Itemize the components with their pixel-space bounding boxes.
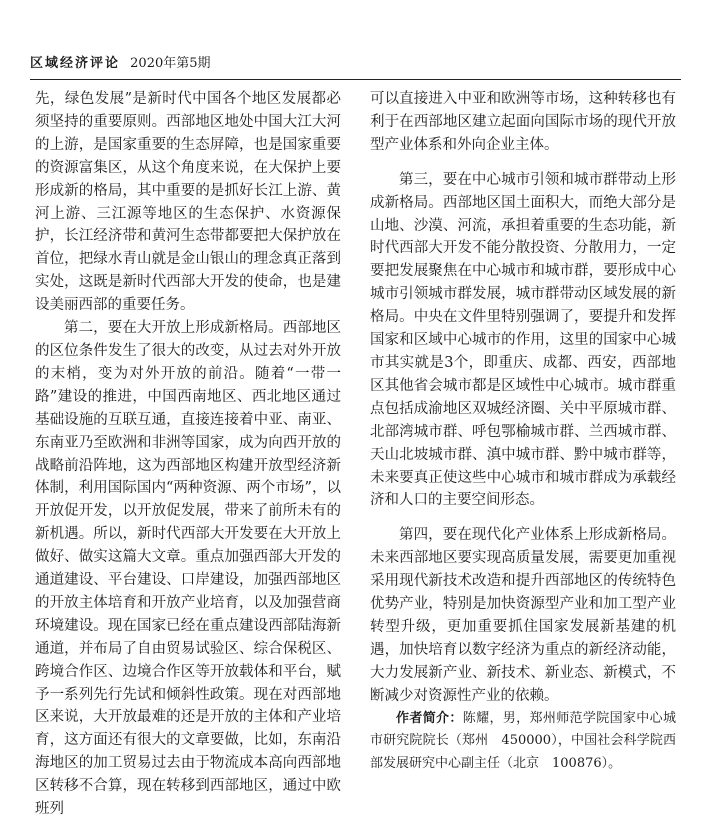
author-text: 陈耀，男，郑州师范学院国家中心城市研究院院长（郑州 450000），中国社会科学院西部发展研究中心副主任（北京 100876）。 <box>370 710 676 771</box>
paragraph-spacer <box>370 512 676 524</box>
author-note <box>370 708 676 776</box>
paragraph-spacer <box>370 157 676 169</box>
paragraph-third-point: 第三，要在中心城市引领和城市群带动上形成新格局。西部地区国土面积大，而绝大部分是山地、沙漠、河流，承担着重要的生态功能，新时代西部大开发不能分散投资、分散用力，一定要把发展聚焦在中心城市和城市群，要形成中心城市引领城市群发展，城市群带动区域发展的新格局。中央在文件里特别强调了，要提升和发挥国家和区域中心城市的作用，这里的国家中心城市其实就是3个，即重庆、成都、西安，西部地区其他省会城市都是区域性中心城市。城市群重点包括成渝地区双城经济圈、关中平原城市群、北部湾城市群、呼包鄂榆城市群、兰西城市群、天山北坡城市群、滇中城市群、黔中城市群等，未来要真正使这些中心城市和城市群成为承载经济和人口的主要空间形态。 <box>370 171 676 509</box>
running-header <box>30 56 211 72</box>
paragraph-fourth-point: 第四，要在现代化产业体系上形成新格局。未来西部地区要实现高质量发展，需要更加重视采用现代新技术改造和提升西部地区的传统特色优势产业，特别是加快资源型产业和加工型产业转型升级，更加重要抓住国家发展新基建的机遇，加快培育以数字经济为重点的新经济动能，大力发展新产业、新技术、新业态、新模式，不断减少对资源性产业的依赖。 <box>370 527 676 704</box>
header-rule <box>30 79 681 80</box>
left-column <box>35 88 341 821</box>
paragraph-continued-right: 可以直接进入中亚和欧洲等市场，这种转移也有利于在西部地区建立起面向国际市场的现代开放型产业体系和外向企业主体。 <box>370 91 676 153</box>
issue-label: 2020年第5期 <box>130 56 211 71</box>
journal-title: 区域经济评论 <box>30 56 121 71</box>
paragraph-continued: 先，绿色发展”是新时代中国各个地区发展都必须坚持的重要原则。西部地区地处中国大江大河的上游，是国家重要的生态屏障，也是国家重要的资源富集区，从这个角度来说，在大保护上要形成新的格局，其中重要的是抓好长江上游、黄河上游、三江源等地区的生态保护、水资源保护，长江经济带和黄河生态带都要把大保护放在首位，把绿水青山就是金山银山的理念真正落到实处，这既是新时代西部大开发的使命，也是建设美丽西部的重要任务。 <box>35 91 341 314</box>
right-column <box>370 88 676 775</box>
author-label: 作者简介： <box>396 710 463 726</box>
paragraph-second-point: 第二，要在大开放上形成新格局。西部地区的区位条件发生了很大的改变，从过去对外开放的末梢，变为对外开放的前沿。随着“一带一路”建设的推进，中国西南地区、西北地区通过基础设施的互联互通，直接连接着中亚、南亚、东南亚乃至欧洲和非洲等国家，成为向西开放的战略前沿阵地，这为西部地区构建开放型经济新体制，利用国际国内“两种资源、两个市场”，以开放促开发，以开放促发展，带来了前所未有的新机遇。所以，新时代西部大开发要在大开放上做好、做实这篇大文章。重点加强西部大开发的通道建设、平台建设、口岸建设，加强西部地区的开放主体培育和开放产业培育，以及加强营商环境建设。现在国家已经在重点建设西部陆海新通道，并布局了自由贸易试验区、综合保税区、跨境合作区、边境合作区等开放载体和平台，赋予一系列先行先试和倾斜性政策。现在对西部地区来说，大开放最难的还是开放的主体和产业培育，这方面还有很大的文章要做，比如，东南沿海地区的加工贸易过去由于物流成本高向西部地区转移不合算，现在转移到西部地区，通过中欧班列 <box>35 320 341 818</box>
